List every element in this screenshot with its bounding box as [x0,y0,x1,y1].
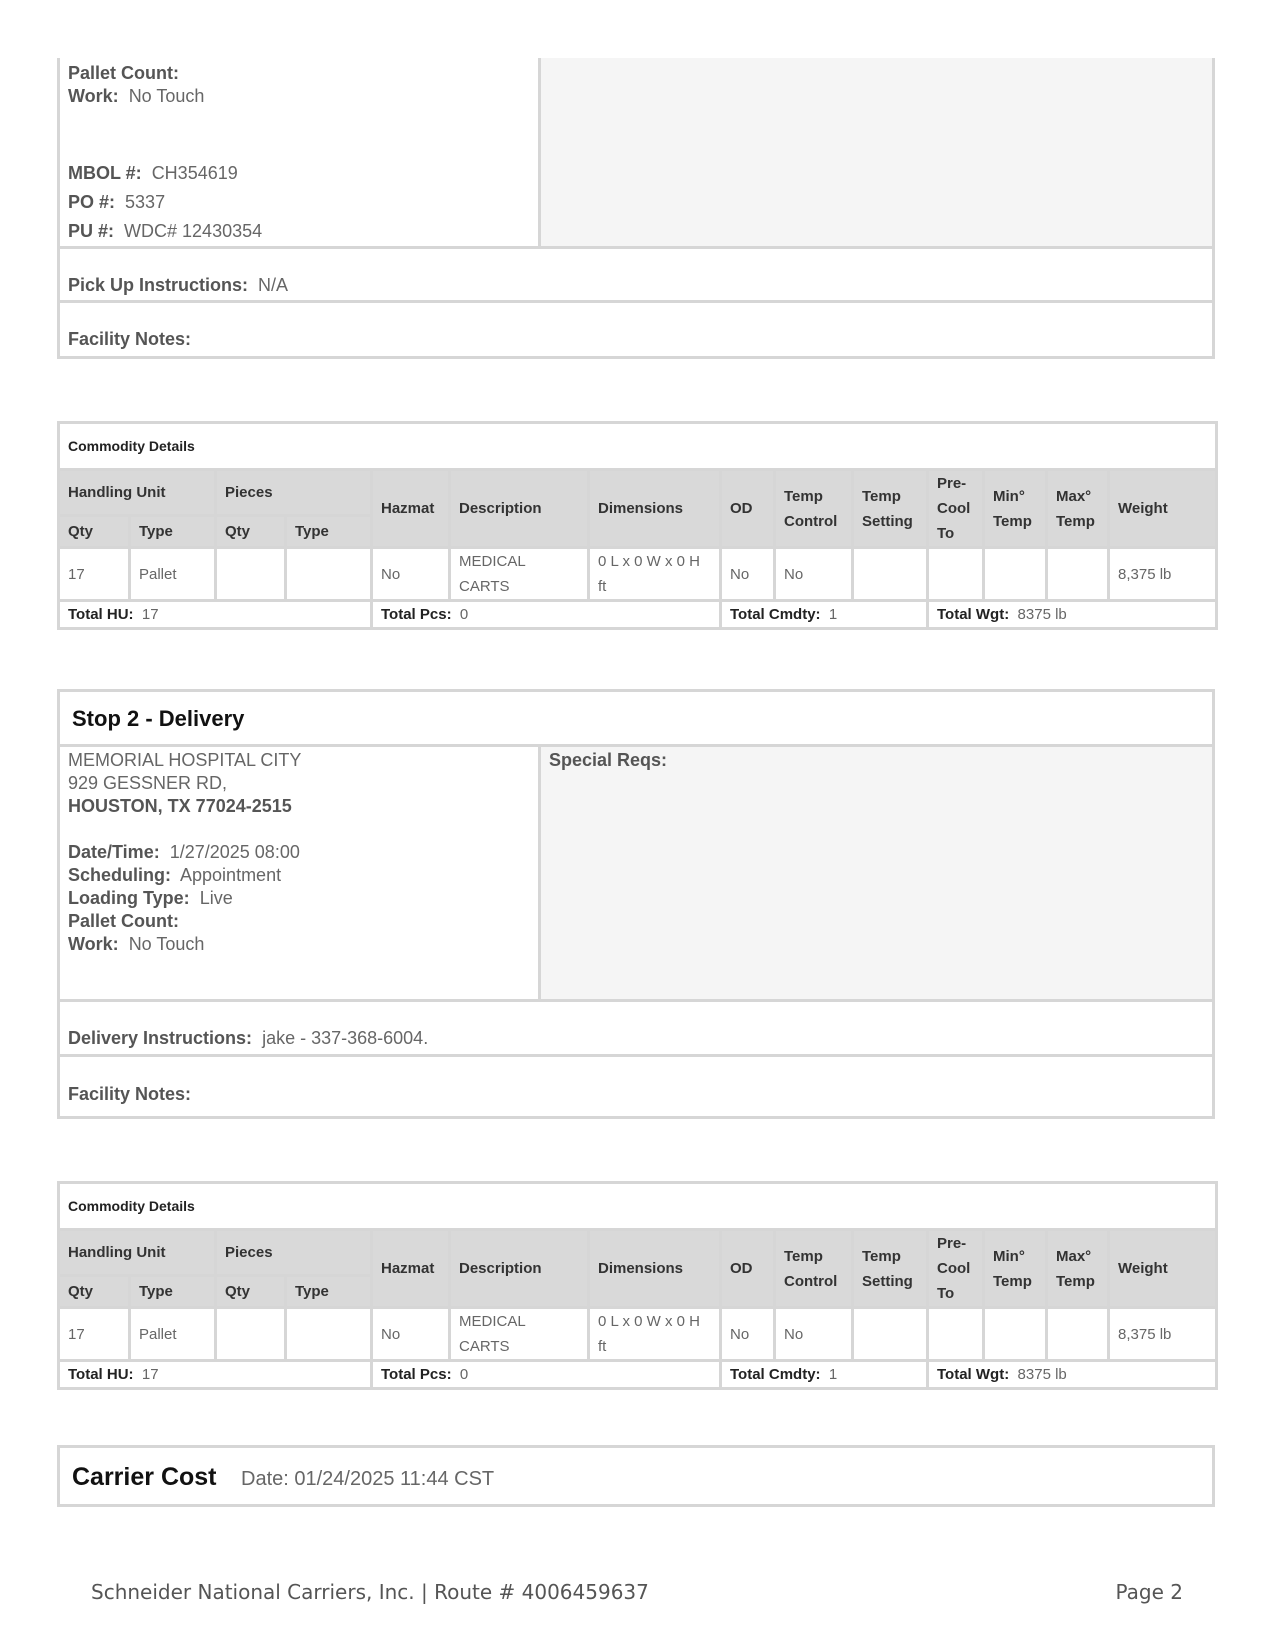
cell-hu-qty: 17 [59,1308,130,1361]
temp-control-header: Temp Control [775,1230,853,1308]
cell-dimensions: 0 L x 0 W x 0 H ft [589,1308,721,1361]
hu-type-header: Type [130,515,216,547]
cell-dimensions: 0 L x 0 W x 0 H ft [589,548,721,601]
special-reqs-label: Special Reqs: [549,750,668,770]
delivery-instructions-value: jake - 337-368-6004. [262,1028,429,1048]
cell-pieces-type [286,1308,372,1361]
special-reqs-panel [541,747,1212,999]
description-header: Description [450,1230,589,1308]
cell-min-temp [984,548,1047,601]
hazmat-header: Hazmat [372,470,450,548]
precool-header: Pre-Cool To [928,1230,984,1308]
stop2-box [57,689,1215,1119]
scheduling: Scheduling: Appointment [68,865,282,885]
work-label: Work: [68,86,119,106]
cell-description: MEDICAL CARTS [450,548,589,601]
cell-weight: 8,375 lb [1109,1308,1217,1361]
commodity-title: Commodity Details [59,423,1217,470]
total-wgt: Total Wgt: 8375 lb [928,1361,1217,1389]
dimensions-header: Dimensions [589,470,721,548]
cell-pieces-type [286,548,372,601]
total-wgt: Total Wgt: 8375 lb [928,601,1217,629]
cell-hu-type: Pallet [130,548,216,601]
totals-row [59,601,1217,629]
hu-qty-header: Qty [59,1275,130,1307]
od-header: OD [721,470,775,548]
pieces-type-header: Type [286,515,372,547]
cell-temp-setting [853,548,928,601]
stop2-pallet-count: Pallet Count: [68,911,179,931]
stop1-mbol [68,162,238,185]
pickup-instructions-value: N/A [258,275,289,295]
totals-row [59,1361,1217,1389]
carrier-cost-date: Date: 01/24/2025 11:44 CST [241,1468,495,1490]
po-label: PO #: [68,192,116,212]
po-value: 5337 [125,192,166,212]
pu-value: WDC# 12430354 [124,221,263,241]
cell-temp-control: No [775,548,853,601]
stop2-title: Stop 2 - Delivery [72,706,245,731]
facility-notes-label: Facility Notes: [68,329,192,349]
footer-company-route: Schneider National Carriers, Inc. | Route # 4006459637 [91,1580,649,1604]
cell-max-temp [1047,548,1109,601]
commodity-table-1 [57,421,1218,630]
temp-setting-header: Temp Setting [853,470,928,548]
pieces-type-header: Type [286,1275,372,1307]
pieces-header: Pieces [216,470,372,516]
pieces-qty-header: Qty [216,515,286,547]
handling-unit-header: Handling Unit [59,1230,216,1276]
temp-control-header: Temp Control [775,470,853,548]
stop1-facility-notes [68,328,191,351]
pickup-instructions-label: Pick Up Instructions: [68,275,249,295]
pieces-qty-header: Qty [216,1275,286,1307]
city-state-zip: HOUSTON, TX 77024-2515 [68,796,292,816]
cell-max-temp [1047,1308,1109,1361]
temp-setting-header: Temp Setting [853,1230,928,1308]
cell-od: No [721,548,775,601]
weight-header: Weight [1109,470,1217,548]
max-temp-header: Max° Temp [1047,1230,1109,1308]
cell-min-temp [984,1308,1047,1361]
total-cmdty: Total Cmdty: 1 [721,1361,928,1389]
work-value: No Touch [128,86,205,106]
total-pcs: Total Pcs: 0 [372,1361,721,1389]
stop1-pu [68,220,262,243]
hu-type-header: Type [130,1275,216,1307]
cell-hazmat: No [372,548,450,601]
cell-precool [928,548,984,601]
dimensions-header: Dimensions [589,1230,721,1308]
cell-description: MEDICAL CARTS [450,1308,589,1361]
stop1-pallet-count [68,62,179,85]
stop1-details-box [57,58,1215,359]
hazmat-header: Hazmat [372,1230,450,1308]
total-hu: Total HU: 17 [59,601,372,629]
min-temp-header: Min° Temp [984,470,1047,548]
stop2-facility-notes [68,1083,191,1106]
footer-page-number: Page 2 [1115,1580,1183,1604]
cell-pieces-qty [216,1308,286,1361]
total-pcs: Total Pcs: 0 [372,601,721,629]
carrier-cost-box [57,1445,1215,1507]
cell-weight: 8,375 lb [1109,548,1217,601]
date-time: Date/Time: 1/27/2025 08:00 [68,842,300,862]
stop2-address [68,749,301,956]
pieces-header: Pieces [216,1230,372,1276]
pu-label: PU #: [68,221,115,241]
delivery-instructions-label: Delivery Instructions: [68,1028,253,1048]
delivery-instructions [68,1027,428,1050]
table-row [59,548,1217,601]
max-temp-header: Max° Temp [1047,470,1109,548]
pickup-instructions [68,274,288,297]
mbol-label: MBOL #: [68,163,142,183]
carrier-cost-title: Carrier Cost [72,1463,217,1491]
loading-type: Loading Type: Live [68,888,233,908]
pallet-count-label: Pallet Count: [68,63,179,83]
facility-notes-label: Facility Notes: [68,1084,192,1104]
min-temp-header: Min° Temp [984,1230,1047,1308]
cell-hu-qty: 17 [59,548,130,601]
weight-header: Weight [1109,1230,1217,1308]
commodity-title: Commodity Details [59,1183,1217,1230]
total-cmdty: Total Cmdty: 1 [721,601,928,629]
stop1-po [68,191,165,214]
cell-pieces-qty [216,548,286,601]
mbol-value: CH354619 [151,163,238,183]
stop1-work [68,85,204,108]
total-hu: Total HU: 17 [59,1361,372,1389]
special-reqs [549,749,667,772]
cell-od: No [721,1308,775,1361]
precool-header: Pre-Cool To [928,470,984,548]
street-address: 929 GESSNER RD, [68,773,228,793]
od-header: OD [721,1230,775,1308]
facility-name: MEMORIAL HOSPITAL CITY [68,750,302,770]
cell-temp-setting [853,1308,928,1361]
stop1-special-panel [541,58,1212,246]
hu-qty-header: Qty [59,515,130,547]
cell-precool [928,1308,984,1361]
commodity-table-2 [57,1181,1218,1390]
table-row [59,1308,1217,1361]
description-header: Description [450,470,589,548]
cell-hazmat: No [372,1308,450,1361]
stop2-work: Work: No Touch [68,934,205,954]
cell-hu-type: Pallet [130,1308,216,1361]
handling-unit-header: Handling Unit [59,470,216,516]
cell-temp-control: No [775,1308,853,1361]
